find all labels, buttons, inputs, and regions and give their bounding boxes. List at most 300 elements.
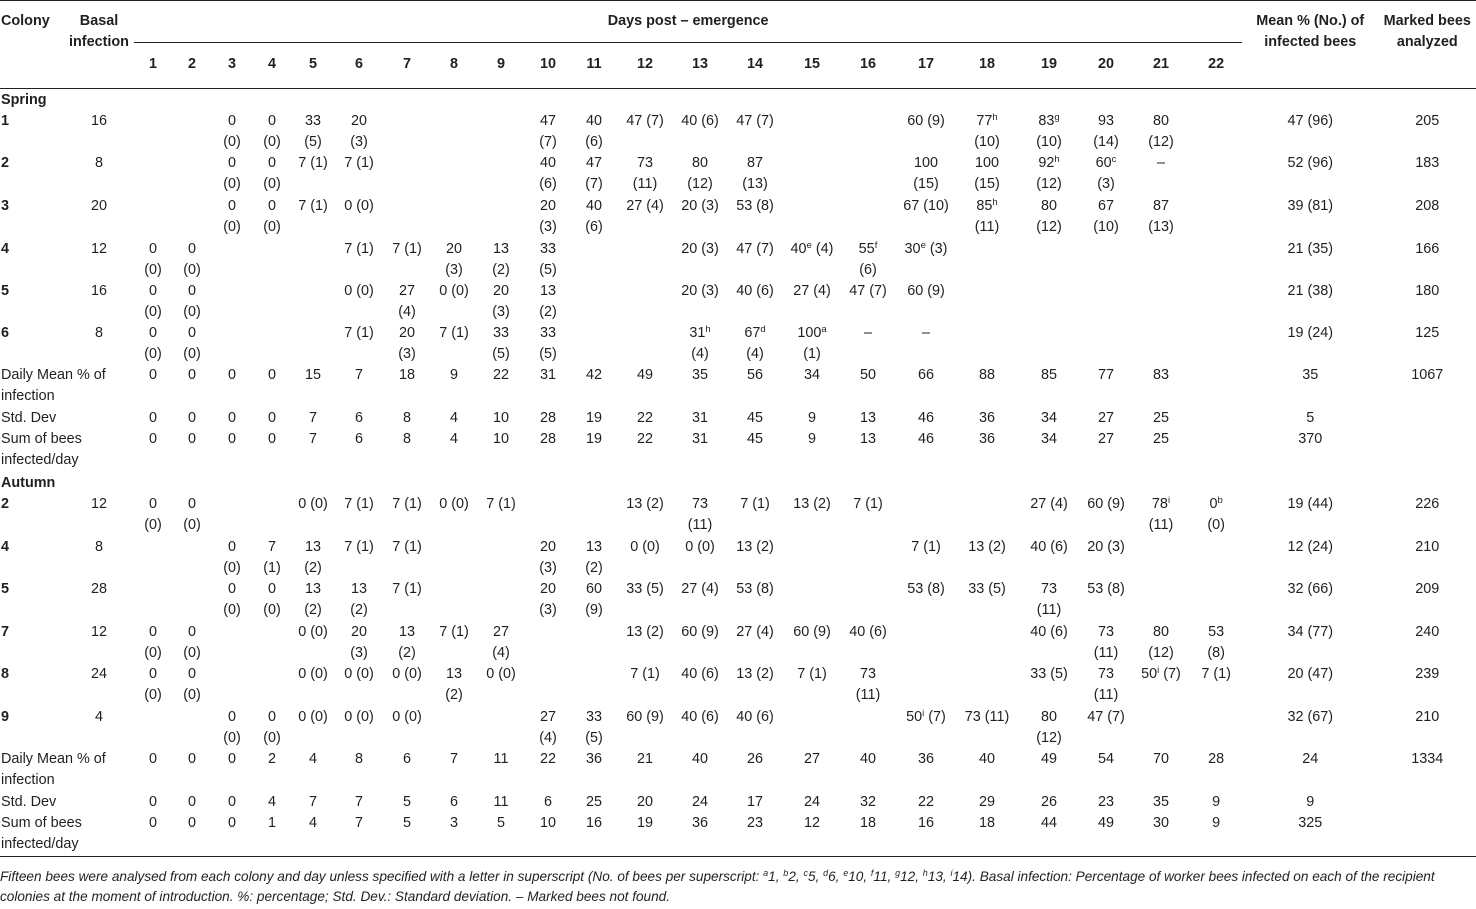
cell-count: (11) [687, 517, 713, 533]
footnote-superscript-letter: a [763, 868, 769, 878]
day-4-cell [252, 494, 292, 537]
day-1-cell [134, 239, 172, 281]
day-20-stat: 77 [1097, 367, 1114, 383]
cell-count: (10) [1093, 219, 1119, 235]
cell-count: (5) [492, 346, 510, 362]
day-2-stat: 0 [172, 813, 212, 856]
day-19-stat: 26 [1040, 794, 1057, 810]
cell-percent: 31 [689, 325, 706, 341]
cell-count: (0) [263, 176, 281, 192]
cell-count: (6) [859, 262, 877, 278]
day-19-cell [1018, 579, 1080, 622]
cell-value: 7 (1) [1201, 666, 1231, 682]
day-17-header: 17 [896, 43, 956, 89]
cell-value: 60 (9) [793, 624, 831, 640]
cell-count: (3) [539, 560, 557, 576]
day-20-cell [1080, 622, 1132, 664]
day-12-cell [616, 111, 674, 153]
marked-analyzed: 226 [1415, 496, 1440, 512]
cell-count: (4) [539, 730, 557, 746]
cell-percent: 78 [1151, 496, 1168, 512]
cell-percent: 0 [227, 113, 236, 129]
day-8-stat: 3 [430, 813, 478, 856]
day-16-stat: 13 [859, 410, 876, 426]
day-12-cell [616, 153, 674, 196]
cell-percent: 13 [492, 241, 509, 257]
day-15-cell [784, 664, 840, 707]
cell-percent: 55 [858, 241, 875, 257]
day-9-cell [478, 622, 524, 664]
cell-value: 27 (4) [626, 198, 664, 214]
day-11-cell [572, 622, 616, 664]
day-2-cell [172, 537, 212, 579]
day-10-header: 10 [524, 43, 572, 89]
cell-value-with-note [784, 323, 840, 344]
day-10-cell [524, 707, 572, 749]
day-16-stat: 18 [840, 813, 896, 856]
superscript-note: d [760, 324, 766, 335]
day-9-cell [478, 707, 524, 749]
day-4-stat: 4 [267, 794, 276, 810]
day-17-stat: 66 [917, 367, 934, 383]
marked-analyzed: 240 [1415, 624, 1440, 640]
cell-value: 33 (5) [968, 581, 1006, 597]
cell-count: (10) [974, 134, 1000, 150]
colony-id: 2 [1, 496, 10, 512]
day-8-cell [430, 281, 478, 323]
day-18-cell [956, 707, 1018, 749]
marked-stat [1378, 792, 1476, 813]
day-18-cell [956, 239, 1018, 281]
day-19-cell [1018, 111, 1080, 153]
mean-infected: 20 (47) [1287, 666, 1334, 682]
footnote-superscript-count: 12, [900, 869, 923, 884]
day-18-cell [956, 579, 1018, 622]
day-9-stat: 10 [492, 431, 509, 447]
day-2-stat: 0 [187, 431, 196, 447]
day-7-cell [384, 494, 430, 537]
day-14-cell [726, 664, 784, 707]
day-6-cell [334, 153, 384, 196]
colony-id: 6 [1, 325, 10, 341]
cell-count: (5) [585, 730, 603, 746]
day-1-cell [134, 707, 172, 749]
day-12-cell [616, 537, 674, 579]
cell-percent: 85 [976, 198, 993, 214]
superscript-note: h [705, 324, 711, 335]
cell-percent: 93 [1097, 113, 1114, 129]
colony-id: 2 [1, 155, 10, 171]
cell-percent: 13 [350, 581, 367, 597]
marked-header-line1: Marked bees [1383, 13, 1471, 29]
day-3-cell [212, 153, 252, 196]
cell-percent: 80 [1040, 709, 1057, 725]
cell-value-with-note [896, 239, 956, 260]
cell-value: 7 (1) [298, 155, 328, 171]
cell-count: (13) [742, 176, 768, 192]
day-1-cell [134, 664, 172, 707]
cell-value-with-note [1190, 494, 1242, 515]
cell-value: 7 (1) [439, 624, 469, 640]
day-3-header: 3 [212, 43, 252, 89]
cell-percent: 77 [976, 113, 993, 129]
day-4-cell [252, 579, 292, 622]
day-22-cell [1190, 707, 1242, 749]
cell-percent: 0 [267, 709, 276, 725]
day-12-cell [616, 196, 674, 239]
cell-count: (7) [1159, 666, 1181, 682]
day-8-stat: 9 [449, 367, 458, 383]
day-20-stat: 27 [1097, 431, 1114, 447]
day-3-stat: 0 [227, 367, 236, 383]
cell-value: 7 (1) [439, 325, 469, 341]
day-18-stat: 18 [956, 813, 1018, 856]
cell-value: 40 (6) [681, 709, 719, 725]
day-13-cell [674, 494, 726, 537]
day-9-cell [478, 153, 524, 196]
cell-value: 60 (9) [907, 283, 945, 299]
cell-percent: 0 [267, 155, 276, 171]
cell-value: 0 (0) [298, 624, 328, 640]
day-6-cell [334, 664, 384, 707]
mean-stat: 35 [1302, 367, 1319, 383]
basal-infection: 8 [94, 325, 103, 341]
cell-count: (2) [492, 262, 510, 278]
cell-count: (0) [263, 602, 281, 618]
cell-count: (5) [539, 262, 557, 278]
day-11-cell [572, 537, 616, 579]
day-21-cell [1132, 537, 1190, 579]
cell-percent: 0 [1209, 496, 1218, 512]
cell-count: (0) [144, 262, 162, 278]
day-2-cell [172, 664, 212, 707]
day-7-cell [384, 196, 430, 239]
cell-count: (2) [585, 560, 603, 576]
day-14-cell [726, 707, 784, 749]
cell-count: (12) [1148, 645, 1174, 661]
superscript-note: f [874, 240, 878, 251]
table-row [0, 494, 1476, 537]
day-11-cell [572, 664, 616, 707]
day-4-stat: 0 [267, 410, 276, 426]
day-11-stat: 36 [585, 751, 602, 767]
day-11-stat: 16 [572, 813, 616, 856]
superscript-note: e [806, 240, 812, 251]
cell-percent: 0 [148, 496, 157, 512]
day-11-stat: 19 [585, 431, 602, 447]
cell-value: 7 (1) [630, 666, 660, 682]
footnote-superscript-letter: e [843, 868, 849, 878]
day-19-cell [1018, 622, 1080, 664]
day-7-stat: 8 [402, 431, 411, 447]
footnote-superscript-letter: d [823, 868, 829, 878]
day-13-stat: 24 [691, 794, 708, 810]
cell-value: 40 (6) [681, 113, 719, 129]
day-5-stat: 15 [304, 367, 321, 383]
mean-stat: 9 [1306, 794, 1315, 810]
footnote-superscript-count: 14) [952, 869, 973, 884]
day-18-cell [956, 281, 1018, 323]
day-21-stat: 70 [1152, 751, 1169, 767]
day-11-cell [572, 494, 616, 537]
superscript-note: h [1054, 154, 1060, 165]
cell-value: 53 (8) [1087, 581, 1125, 597]
marked-analyzed: 210 [1415, 709, 1440, 725]
cell-percent: 47 [585, 155, 602, 171]
cell-percent: 80 [1152, 624, 1169, 640]
day-8-header: 8 [430, 43, 478, 89]
cell-percent: 0 [227, 539, 236, 555]
mean-stat: 325 [1242, 813, 1378, 856]
cell-percent: 20 [350, 113, 367, 129]
cell-percent: 0 [227, 709, 236, 725]
day-13-stat: 40 [691, 751, 708, 767]
day-21-stat: 25 [1152, 431, 1169, 447]
cell-count: (4) [746, 346, 764, 362]
day-22-cell [1190, 494, 1242, 537]
day-7-cell [384, 323, 430, 365]
day-19-stat: 44 [1018, 813, 1080, 856]
day-12-cell [616, 239, 674, 281]
cell-percent: 0 [267, 198, 276, 214]
day-9-cell [478, 323, 524, 365]
colony-header: Colony [0, 1, 64, 89]
basal-infection: 16 [90, 283, 107, 299]
cell-percent: 73 [691, 496, 708, 512]
daily-mean-row [0, 365, 1476, 408]
cell-count: (7) [924, 709, 946, 725]
cell-value: 40 (6) [681, 666, 719, 682]
day-4-stat: 2 [267, 751, 276, 767]
day-17-cell [896, 579, 956, 622]
cell-value: 13 (2) [626, 496, 664, 512]
cell-value: 7 (1) [486, 496, 516, 512]
basal-infection: 16 [90, 113, 107, 129]
row-label: Std. Dev [1, 410, 57, 426]
day-15-cell [784, 239, 840, 281]
cell-value: 40 (6) [736, 283, 774, 299]
cell-count: (14) [1093, 134, 1119, 150]
day-10-cell [524, 664, 572, 707]
day-13-cell [674, 707, 726, 749]
cell-value: – [863, 325, 872, 341]
day-15-cell [784, 323, 840, 365]
day-19-cell [1018, 323, 1080, 365]
day-19-stat: 85 [1040, 367, 1057, 383]
cell-value: 13 (2) [968, 539, 1006, 555]
day-2-cell [172, 579, 212, 622]
day-12-cell [616, 664, 674, 707]
cell-count: (9) [585, 602, 603, 618]
cell-value: – [1156, 155, 1165, 171]
marked-analyzed: 183 [1415, 155, 1440, 171]
day-3-stat: 0 [212, 813, 252, 856]
cell-value: 20 (3) [681, 198, 719, 214]
colony-id: 8 [1, 666, 10, 682]
cell-count: (0) [223, 602, 241, 618]
basal-header [64, 1, 134, 89]
cell-percent: 40 [539, 155, 556, 171]
cell-count: (5) [304, 134, 322, 150]
day-5-cell [292, 537, 334, 579]
mean-header-line2: infected bees [1264, 34, 1357, 50]
day-17-cell [896, 622, 956, 664]
day-13-cell [674, 196, 726, 239]
day-18-cell [956, 664, 1018, 707]
day-22-cell [1190, 153, 1242, 196]
cell-percent: 0 [187, 325, 196, 341]
cell-percent: 0 [187, 624, 196, 640]
cell-value: 7 (1) [853, 496, 883, 512]
day-3-cell [212, 622, 252, 664]
day-22-cell [1190, 579, 1242, 622]
day-11-header: 11 [572, 43, 616, 89]
cell-count: (8) [1207, 645, 1225, 661]
day-20-header: 20 [1080, 43, 1132, 89]
day-4-cell [252, 281, 292, 323]
marked-stat: 1067 [1411, 367, 1444, 383]
day-11-cell [572, 196, 616, 239]
day-13-cell [674, 622, 726, 664]
day-1-stat: 0 [134, 813, 172, 856]
cell-count: (1) [803, 346, 821, 362]
day-11-cell [572, 323, 616, 365]
cell-count: (0) [144, 517, 162, 533]
cell-value: 47 (7) [1087, 709, 1125, 725]
day-20-cell [1080, 494, 1132, 537]
mean-infected: 19 (44) [1287, 496, 1334, 512]
cell-value: 60 (9) [681, 624, 719, 640]
mean-stat: 370 [1298, 431, 1323, 447]
cell-count: (11) [1093, 687, 1119, 703]
superscript-note: h [992, 197, 998, 208]
day-19-cell [1018, 239, 1080, 281]
day-8-cell [430, 239, 478, 281]
cell-value: 0 (0) [439, 283, 469, 299]
marked-header [1378, 1, 1476, 89]
day-5-cell [292, 281, 334, 323]
cell-percent: 0 [227, 198, 236, 214]
cell-value: 7 (1) [911, 539, 941, 555]
mean-infected: 52 (96) [1287, 155, 1334, 171]
cell-percent: 60 [585, 581, 602, 597]
day-1-cell [134, 537, 172, 579]
superscript-note: i [922, 708, 925, 719]
cell-value: 7 (1) [344, 325, 374, 341]
table-row [0, 664, 1476, 707]
day-8-cell [430, 664, 478, 707]
cell-value: 73 (11) [964, 709, 1010, 725]
day-15-cell [784, 153, 840, 196]
cell-value: 0 (0) [344, 709, 374, 725]
day-11-stat: 42 [585, 367, 602, 383]
day-9-header: 9 [478, 43, 524, 89]
day-21-cell [1132, 196, 1190, 239]
day-13-cell [674, 111, 726, 153]
table-row [0, 281, 1476, 323]
day-21-cell [1132, 323, 1190, 365]
mean-infected: 47 (96) [1287, 113, 1334, 129]
day-1-cell [134, 579, 172, 622]
cell-percent: 20 [445, 241, 462, 257]
cell-value: 27 (4) [1030, 496, 1068, 512]
cell-value: 47 (7) [626, 113, 664, 129]
day-12-stat: 49 [636, 367, 653, 383]
cell-count: (0) [183, 645, 201, 661]
day-15-cell [784, 281, 840, 323]
mean-infected: 12 (24) [1287, 539, 1334, 555]
footnote-superscript-letter: b [783, 868, 789, 878]
mean-infected: 39 (81) [1287, 198, 1334, 214]
colony-id: 7 [1, 624, 10, 640]
day-11-cell [572, 707, 616, 749]
cell-percent: 73 [1097, 624, 1114, 640]
day-1-stat: 0 [148, 794, 157, 810]
day-17-cell [896, 494, 956, 537]
day-16-header: 16 [840, 43, 896, 89]
marked-stat [1378, 813, 1476, 856]
mean-infected: 32 (67) [1287, 709, 1334, 725]
daily-mean-label [0, 365, 134, 408]
day-20-cell [1080, 153, 1132, 196]
sum-row [0, 429, 1476, 472]
table-row [0, 537, 1476, 579]
basal-infection: 8 [94, 155, 103, 171]
day-12-cell [616, 281, 674, 323]
day-21-cell [1132, 707, 1190, 749]
marked-analyzed: 205 [1415, 113, 1440, 129]
day-1-cell [134, 494, 172, 537]
day-9-cell [478, 579, 524, 622]
day-14-stat: 45 [746, 431, 763, 447]
basal-header-line2: infection [69, 34, 129, 50]
day-22-cell [1190, 281, 1242, 323]
day-7-stat: 5 [402, 794, 411, 810]
table-row [0, 111, 1476, 153]
day-22-cell [1190, 622, 1242, 664]
cell-value: 47 (7) [849, 283, 887, 299]
cell-value: 60 (9) [626, 709, 664, 725]
cell-count: (3) [398, 346, 416, 362]
sum-label [0, 813, 134, 856]
day-22-cell [1190, 111, 1242, 153]
row-label-line2: infected/day [1, 836, 79, 852]
cell-count: (0) [1207, 517, 1225, 533]
cell-count: (12) [1036, 176, 1062, 192]
cell-count: (0) [183, 262, 201, 278]
day-14-cell [726, 239, 784, 281]
day-16-cell [840, 281, 896, 323]
day-18-cell [956, 111, 1018, 153]
day-17-stat: 46 [917, 431, 934, 447]
day-1-cell [134, 323, 172, 365]
day-4-cell [252, 622, 292, 664]
colony-id: 1 [1, 113, 10, 129]
cell-percent: 33 [492, 325, 509, 341]
day-21-cell [1132, 579, 1190, 622]
superscript-note: i [1157, 665, 1160, 676]
day-5-stat: 4 [292, 813, 334, 856]
cell-percent: 0 [187, 241, 196, 257]
cell-percent: 73 [1097, 666, 1114, 682]
day-5-cell [292, 111, 334, 153]
cell-value: 27 (4) [736, 624, 774, 640]
cell-percent: 0 [267, 581, 276, 597]
day-1-stat: 0 [148, 367, 157, 383]
day-3-cell [212, 239, 252, 281]
day-18-stat: 36 [978, 410, 995, 426]
day-8-cell [430, 323, 478, 365]
